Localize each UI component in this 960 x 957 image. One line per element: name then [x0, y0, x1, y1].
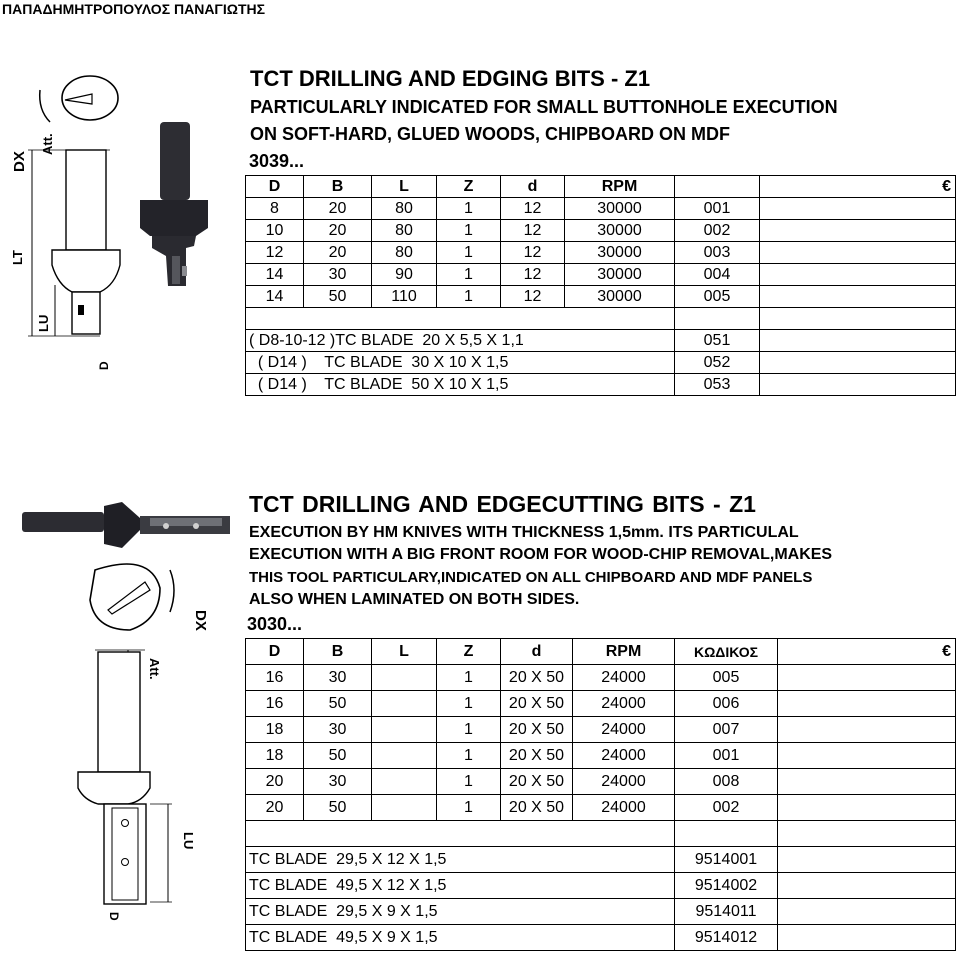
cell-d: 14 — [246, 264, 304, 286]
cell-shank: 12 — [501, 198, 565, 220]
table-row — [246, 242, 956, 264]
cell-code: 001 — [675, 198, 760, 220]
cell-d: 10 — [246, 220, 304, 242]
cell-rpm: 30000 — [565, 264, 675, 286]
cell-code: 008 — [675, 769, 778, 795]
table-row — [246, 198, 956, 220]
cell-z: 1 — [437, 665, 501, 691]
drill-bit-photo — [160, 122, 190, 200]
table-row — [246, 691, 956, 717]
cell-z: 1 — [437, 743, 501, 769]
cell-price — [778, 743, 956, 769]
att-label: Att. — [40, 133, 55, 155]
cell-l — [372, 691, 437, 717]
cell-l — [372, 717, 437, 743]
cell-shank: 20 X 50 — [501, 795, 573, 821]
blade-description: ( D14 ) TC BLADE 50 X 10 X 1,5 — [246, 374, 675, 396]
section1-product-code: 3039... — [249, 151, 305, 171]
cell-rpm: 24000 — [573, 665, 675, 691]
cell-rpm: 24000 — [573, 743, 675, 769]
table-row — [246, 717, 956, 743]
blade-price — [760, 374, 956, 396]
cell-z: 1 — [437, 264, 501, 286]
blade-row — [246, 374, 956, 396]
cell-b: 20 — [304, 198, 372, 220]
header-price: € — [760, 176, 956, 198]
header-code — [675, 176, 760, 198]
header-z: Z — [437, 176, 501, 198]
cell-l — [372, 769, 437, 795]
cell-shank: 20 X 50 — [501, 769, 573, 795]
cell-l: 90 — [372, 264, 437, 286]
header-d-shank: d — [501, 639, 573, 665]
section2-spec-table — [245, 638, 956, 951]
section1-subtitle-line1: PARTICULARLY INDICATED FOR SMALL BUTTONHOLE EXECUTION — [250, 97, 838, 117]
spacer-cell — [246, 308, 675, 330]
cell-z: 1 — [437, 717, 501, 743]
table-header-row — [246, 176, 956, 198]
cell-d: 20 — [246, 795, 304, 821]
header-price: € — [778, 639, 956, 665]
cell-b: 50 — [304, 795, 372, 821]
cell-b: 50 — [304, 286, 372, 308]
blade-code: 053 — [675, 374, 760, 396]
cell-shank: 20 X 50 — [501, 717, 573, 743]
table-row — [246, 286, 956, 308]
section2-desc-line3: THIS TOOL PARTICULARY,INDICATED ON ALL CHIPBOARD AND MDF PANELS — [249, 569, 813, 586]
cell-code: 007 — [675, 717, 778, 743]
cell-z: 1 — [437, 242, 501, 264]
spacer-cell — [675, 308, 760, 330]
cell-l: 110 — [372, 286, 437, 308]
blade-price — [778, 925, 956, 951]
header-rpm: RPM — [573, 639, 675, 665]
spacer-cell — [760, 308, 956, 330]
blade-description: TC BLADE 29,5 X 9 X 1,5 — [246, 899, 675, 925]
spacer-cell — [246, 821, 675, 847]
spacer-cell — [778, 821, 956, 847]
cell-l — [372, 795, 437, 821]
edgecutting-bit-photo — [22, 512, 104, 532]
dx-label: DX — [11, 151, 28, 172]
spacer-cell — [675, 821, 778, 847]
cell-price — [760, 242, 956, 264]
table-row — [246, 743, 956, 769]
cell-price — [760, 198, 956, 220]
blade-row — [246, 899, 956, 925]
cell-rpm: 30000 — [565, 242, 675, 264]
cell-rpm: 30000 — [565, 286, 675, 308]
blade-description: TC BLADE 49,5 X 9 X 1,5 — [246, 925, 675, 951]
edgecutting-bit-technical-drawing — [0, 490, 245, 935]
cell-code: 001 — [675, 743, 778, 769]
header-b: B — [304, 176, 372, 198]
cell-l: 80 — [372, 220, 437, 242]
author-header: ΠΑΠΑΔΗΜΗΤΡΟΠΟΥΛΟΣ ΠΑΝΑΓΙΩΤΗΣ — [2, 1, 266, 17]
spacer-row — [246, 308, 956, 330]
blade-description: TC BLADE 29,5 X 12 X 1,5 — [246, 847, 675, 873]
cell-price — [778, 769, 956, 795]
blade-row — [246, 352, 956, 374]
section2-title: TCT DRILLING AND EDGECUTTING BITS - Z1 — [249, 491, 756, 517]
blade-row — [246, 925, 956, 951]
table-row — [246, 795, 956, 821]
section2-product-code: 3030... — [247, 614, 303, 634]
cell-price — [778, 691, 956, 717]
section1-subtitle-line2: ON SOFT-HARD, GLUED WOODS, CHIPBOARD ON MDF — [250, 124, 730, 144]
cell-price — [778, 665, 956, 691]
cell-b: 30 — [304, 264, 372, 286]
blade-row — [246, 330, 956, 352]
cell-d: 18 — [246, 743, 304, 769]
cell-rpm: 24000 — [573, 795, 675, 821]
cell-price — [760, 286, 956, 308]
blade-description: ( D14 ) TC BLADE 30 X 10 X 1,5 — [246, 352, 675, 374]
cell-code: 004 — [675, 264, 760, 286]
header-d: D — [246, 176, 304, 198]
cell-shank: 12 — [501, 220, 565, 242]
cell-d: 18 — [246, 717, 304, 743]
d-label: D — [107, 912, 121, 921]
blade-row — [246, 847, 956, 873]
tool-shank-drawing — [66, 150, 106, 250]
cell-b: 20 — [304, 220, 372, 242]
blade-code: 9514002 — [675, 873, 778, 899]
cell-code: 005 — [675, 286, 760, 308]
cell-price — [760, 220, 956, 242]
cell-code: 005 — [675, 665, 778, 691]
header-d-shank: d — [501, 176, 565, 198]
cell-z: 1 — [437, 795, 501, 821]
d-label: D — [97, 361, 111, 370]
cell-shank: 12 — [501, 264, 565, 286]
cell-shank: 12 — [501, 286, 565, 308]
header-rpm: RPM — [565, 176, 675, 198]
header-l: L — [372, 176, 437, 198]
blade-code: 051 — [675, 330, 760, 352]
cell-code: 002 — [675, 220, 760, 242]
blade-price — [778, 847, 956, 873]
section1-title: TCT DRILLING AND EDGING BITS - Z1 — [250, 66, 651, 91]
lu-label: LU — [36, 314, 51, 332]
table-row — [246, 220, 956, 242]
att-label: Att. — [147, 658, 162, 680]
blade-price — [760, 330, 956, 352]
header-z: Z — [437, 639, 501, 665]
cell-price — [778, 717, 956, 743]
blade-code: 9514011 — [675, 899, 778, 925]
cell-l: 80 — [372, 242, 437, 264]
blade-description: ( D8-10-12 )TC BLADE 20 X 5,5 X 1,1 — [246, 330, 675, 352]
cell-d: 14 — [246, 286, 304, 308]
cell-rpm: 24000 — [573, 691, 675, 717]
cell-b: 30 — [304, 665, 372, 691]
cell-d: 20 — [246, 769, 304, 795]
header-b: B — [304, 639, 372, 665]
cell-b: 50 — [304, 691, 372, 717]
blade-code: 052 — [675, 352, 760, 374]
cell-rpm: 24000 — [573, 769, 675, 795]
header-d: D — [246, 639, 304, 665]
cell-shank: 12 — [501, 242, 565, 264]
cell-b: 30 — [304, 769, 372, 795]
cell-l — [372, 665, 437, 691]
lu-label: LU — [181, 832, 196, 850]
cell-price — [760, 264, 956, 286]
cell-l — [372, 743, 437, 769]
cell-shank: 20 X 50 — [501, 743, 573, 769]
blade-price — [778, 873, 956, 899]
table-row — [246, 264, 956, 286]
cell-rpm: 24000 — [573, 717, 675, 743]
cell-code: 003 — [675, 242, 760, 264]
cell-z: 1 — [437, 286, 501, 308]
blade-price — [760, 352, 956, 374]
lt-label: LT — [10, 250, 25, 265]
cell-shank: 20 X 50 — [501, 691, 573, 717]
blade-description: TC BLADE 49,5 X 12 X 1,5 — [246, 873, 675, 899]
blade-code: 9514012 — [675, 925, 778, 951]
cell-z: 1 — [437, 198, 501, 220]
cell-d: 16 — [246, 691, 304, 717]
header-code: ΚΩΔΙΚΟΣ — [675, 639, 778, 665]
cell-d: 16 — [246, 665, 304, 691]
spacer-row — [246, 821, 956, 847]
cell-l: 80 — [372, 198, 437, 220]
blade-row — [246, 873, 956, 899]
cell-price — [778, 795, 956, 821]
table-row — [246, 769, 956, 795]
section1-spec-table — [245, 175, 956, 396]
cell-z: 1 — [437, 220, 501, 242]
cell-b: 20 — [304, 242, 372, 264]
section2-desc-line2: EXECUTION WITH A BIG FRONT ROOM FOR WOOD-CHIP REMOVAL,MAKES — [249, 546, 833, 563]
cell-b: 30 — [304, 717, 372, 743]
cell-d: 12 — [246, 242, 304, 264]
cell-d: 8 — [246, 198, 304, 220]
section2-desc-line1: EXECUTION BY HM KNIVES WITH THICKNESS 1,5mm. ITS PARTICULAL — [249, 524, 799, 541]
cell-b: 50 — [304, 743, 372, 769]
cell-code: 006 — [675, 691, 778, 717]
blade-price — [778, 899, 956, 925]
blade-code: 9514001 — [675, 847, 778, 873]
dx-label: DX — [192, 610, 209, 631]
cell-z: 1 — [437, 691, 501, 717]
cell-rpm: 30000 — [565, 220, 675, 242]
table-header-row — [246, 639, 956, 665]
cell-shank: 20 X 50 — [501, 665, 573, 691]
cell-z: 1 — [437, 769, 501, 795]
cell-rpm: 30000 — [565, 198, 675, 220]
cell-code: 002 — [675, 795, 778, 821]
section2-desc-line4: ALSO WHEN LAMINATED ON BOTH SIDES. — [249, 591, 580, 608]
tool-shank-drawing — [98, 652, 140, 772]
header-l: L — [372, 639, 437, 665]
table-row — [246, 665, 956, 691]
drill-bit-technical-drawing — [0, 60, 250, 380]
